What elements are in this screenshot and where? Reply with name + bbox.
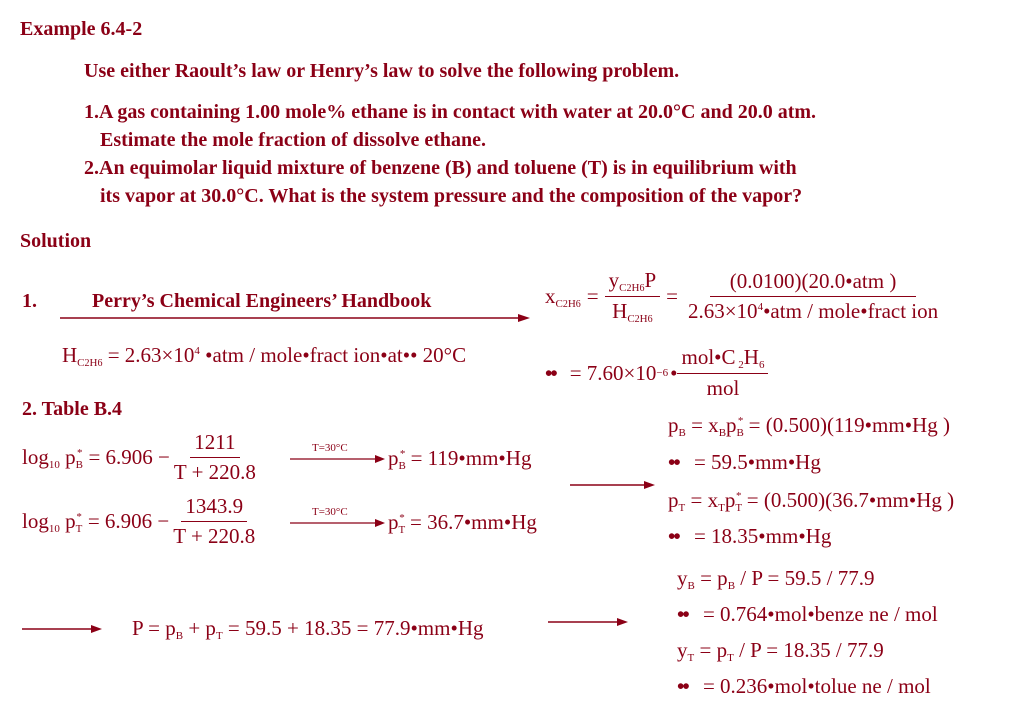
partial-pressure-arrow: [570, 485, 655, 495]
part1-arrow: [60, 318, 530, 328]
total-pressure-arrow-left: [22, 629, 102, 639]
toluene-vapor-fraction: $y_T = p_T / P = 18.35 / 77.9$: [677, 638, 884, 664]
antoine-toluene-equation: $\log_{10} p_T^*$ = 6.906 − $\frac{1343.9}{T + 220.8}$: [22, 494, 256, 548]
antoine-benzene-equation: $\log_{10} p_B^*$ = 6.906 − $\frac{1211}{T + 220.8}$: [22, 430, 256, 484]
benzene-vapor-fraction: $y_B = p_B / P = 59.5 / 77.9$: [677, 566, 875, 592]
mole-fraction-result: •• = 7.60×10 −6 • $\frac{mol•C _2H_6}{\text{mol}}$: [545, 345, 768, 401]
henry-constant-equation: $H_{C2H6} = 2.63\times 10^4$ •atm / mole•fract ion•at•• 20°C: [62, 343, 467, 369]
handbook-source: Perry’s Chemical Engineers’ Handbook: [92, 290, 432, 312]
total-pressure-equation: $P = p_B + p_T = 59.5 + 18.35$ = 77.9•mm•Hg: [132, 616, 484, 642]
intro-text: Use either Raoult’s law or Henry’s law to solve the following problem.: [84, 60, 680, 82]
arrow-label-toluene: T=30°C: [312, 506, 348, 518]
toluene-partial-pressure-result: •• = 18.35•mm•Hg: [668, 524, 832, 548]
benzene-vapor-pressure: $p_B^*$ = 119•mm•Hg: [388, 446, 532, 472]
total-pressure-arrow-right: [548, 622, 628, 632]
antoine-toluene-arrow: [290, 523, 385, 533]
antoine-benzene-arrow: [290, 459, 385, 469]
part2-label: 2. Table B.4: [22, 398, 123, 420]
toluene-vapor-fraction-result: •• = 0.236•mol•tolue ne / mol: [677, 674, 931, 698]
toluene-vapor-pressure: $p_T^*$ = 36.7•mm•Hg: [388, 510, 537, 536]
part1-label: 1.: [22, 290, 37, 312]
example-title: Example 6.4-2: [20, 18, 143, 40]
toluene-partial-pressure: $p_T = x_Tp_T^*$ = (0.500)(36.7•mm•Hg ): [668, 488, 955, 514]
benzene-partial-pressure: $p_B = x_Bp_B^*$ = (0.500)(119•mm•Hg ): [668, 413, 950, 439]
problem1-line1: 1.A gas containing 1.00 mole% ethane is in contact with water at 20.0°C and 20.0 atm.: [84, 101, 817, 123]
problem2-line1: 2.An equimolar liquid mixture of benzene (B) and toluene (T) is in equilibrium with: [84, 157, 797, 179]
arrow-label-benzene: T=30°C: [312, 442, 348, 454]
benzene-vapor-fraction-result: •• = 0.764•mol•benze ne / mol: [677, 602, 938, 626]
benzene-partial-pressure-result: •• = 59.5•mm•Hg: [668, 450, 821, 474]
solution-label: Solution: [20, 230, 92, 252]
mole-fraction-equation: $x_{C2H6}$ = $\frac{y_{C2H6}P}{H_{C2H6}}$ = $\frac{\text{(0.0100)(20.0•atm )}}{2.63\times 10^4•atm / mole•fract ion}$: [545, 268, 939, 325]
problem1-line2: Estimate the mole fraction of dissolve ethane.: [100, 129, 487, 151]
problem2-line2: its vapor at 30.0°C. What is the system pressure and the composition of the vapor?: [100, 185, 803, 207]
